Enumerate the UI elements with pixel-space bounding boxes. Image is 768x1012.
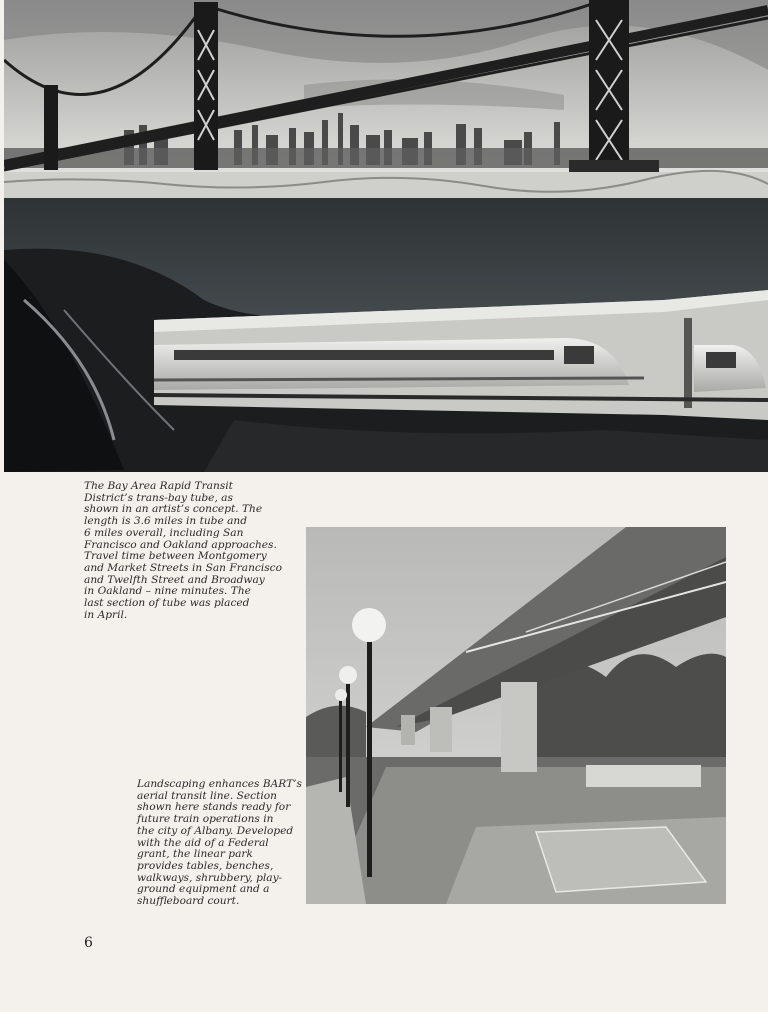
transbay-tube-illustration [4,0,768,472]
tube-caption: The Bay Area Rapid Transit District’s trans-bay tube, as shown in an artist’s concept. The length is 3.6 miles in tube and 6 miles overall, including San Francisco and Oakland approaches. Travel time between Montgomery and Market Streets in San Francisco and Twelfth Street and Broadway in Oakland – nine minutes. The last section of tube was placed in April. [84,480,282,621]
aerial-line-park-photo [306,527,726,904]
page-number: 6 [84,935,93,951]
aerial-line-caption: Landscaping enhances BART’s aerial transit line. Section shown here stands ready for future train operations in the city of Albany. Developed with the aid of a Federal grant, the linear park provides tables, benches, walkways, shrubbery, play- ground equipment and a shuffleboard court. [137,778,302,908]
